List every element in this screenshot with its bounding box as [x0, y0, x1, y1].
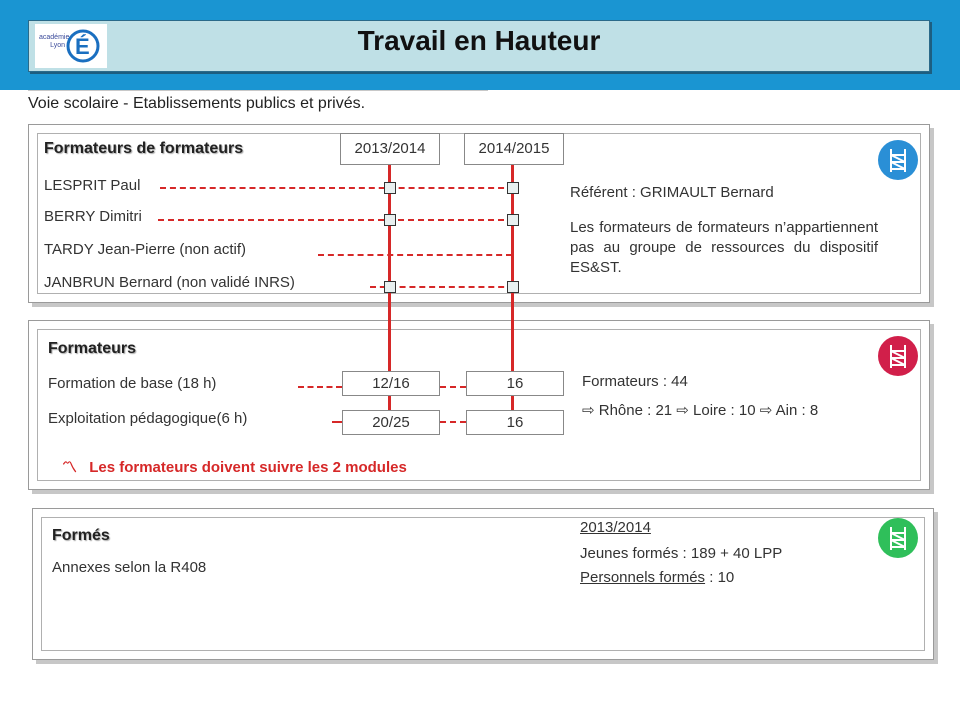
formes-year: 2013/2014 — [580, 519, 651, 536]
panel-inner — [41, 517, 925, 651]
base-2013-value: 12/16 — [342, 371, 440, 396]
node — [384, 182, 396, 194]
flash-icon: 〽 — [62, 459, 78, 476]
section1-title: Formateurs de formateurs — [44, 140, 244, 157]
header-bar — [0, 0, 960, 90]
logo-caption: académie Lyon — [39, 34, 70, 49]
connector-exploitation-years — [440, 421, 466, 423]
exploitation-2014-value: 16 — [466, 410, 564, 435]
node — [507, 281, 519, 293]
title-box — [28, 20, 930, 72]
panel-formes — [32, 508, 934, 660]
staff-trained-label: Personnels formés — [580, 569, 706, 586]
trainer-count: Formateurs : 44 — [582, 373, 688, 390]
connector-berry — [158, 219, 514, 221]
annexes-text: Annexes selon la R408 — [52, 559, 207, 576]
section1-note: Les formateurs de formateurs n’appartiennent pas au groupe de ressources du dispositif ES&ST. — [570, 219, 878, 276]
trainer-name: LESPRIT Paul — [44, 177, 141, 194]
module-label: Formation de base (18 h) — [48, 375, 217, 392]
academie-logo — [35, 24, 107, 68]
page-title: Travail en Hauteur — [357, 25, 601, 56]
referent-text: Référent : GRIMAULT Bernard — [570, 184, 774, 201]
connector-exploitation — [332, 421, 342, 423]
trainer-name: BERRY Dimitri — [44, 208, 142, 225]
scaffold-icon — [878, 336, 918, 376]
young-trained: Jeunes formés : 189 + 40 LPP — [580, 545, 783, 562]
exploitation-2013-value: 20/25 — [342, 410, 440, 435]
base-2014-value: 16 — [466, 371, 564, 396]
region-breakdown: ⇨ Rhône : 21 ⇨ Loire : 10 ⇨ Ain : 8 — [582, 402, 819, 419]
trainer-name: TARDY Jean-Pierre (non actif) — [44, 241, 247, 258]
node — [507, 214, 519, 226]
year-2014-box: 2014/2015 — [464, 133, 564, 165]
svg-text:É: É — [75, 34, 90, 59]
staff-trained — [580, 569, 734, 586]
modules-note-text: Les formateurs doivent suivre les 2 modules — [89, 459, 407, 476]
node — [507, 182, 519, 194]
section2-title: Formateurs — [48, 340, 137, 357]
trainer-name: JANBRUN Bernard (non validé INRS) — [44, 274, 295, 291]
scaffold-icon — [878, 518, 918, 558]
connector-base-years — [440, 386, 466, 388]
connector-tardy — [318, 254, 512, 256]
scaffold-icon — [878, 140, 918, 180]
subtitle-divider — [28, 90, 488, 91]
connector-lesprit — [160, 187, 514, 189]
section3-title: Formés — [52, 527, 110, 544]
module-label: Exploitation pédagogique(6 h) — [48, 410, 248, 427]
year-2013-box: 2013/2014 — [340, 133, 440, 165]
subtitle: Voie scolaire - Etablissements publics et privés. — [28, 95, 366, 112]
logo-e-icon — [65, 24, 101, 64]
node — [384, 281, 396, 293]
node — [384, 214, 396, 226]
connector-base — [298, 386, 342, 388]
modules-note — [62, 456, 407, 477]
staff-trained-value: : 10 — [705, 569, 735, 586]
